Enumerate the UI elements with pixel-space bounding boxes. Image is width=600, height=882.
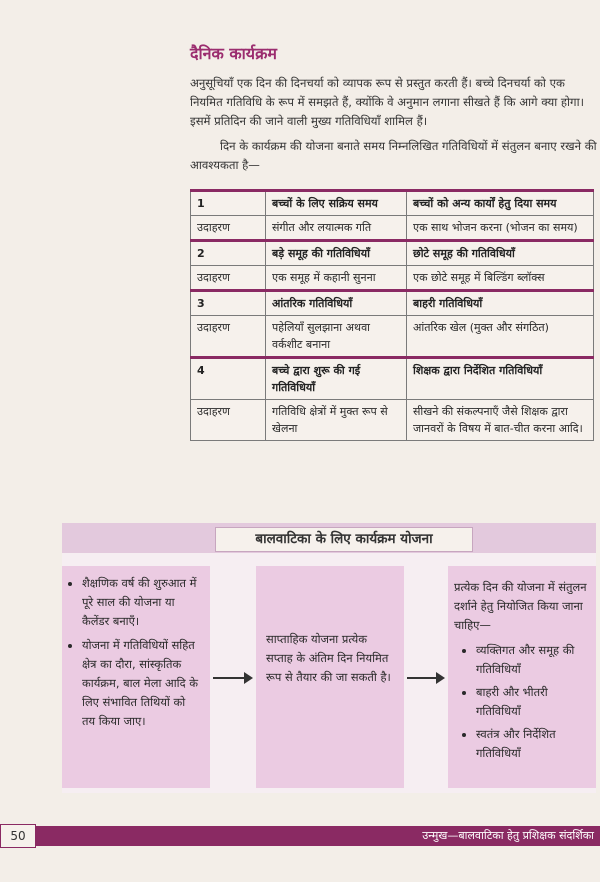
table-row xyxy=(191,316,594,358)
table-cell: सीखने की संकल्पनाएँ जैसे शिक्षक द्वारा जानवरों के विषय में बात-चीत करना आदि। xyxy=(407,400,594,441)
table-cell: आंतरिक खेल (मुक्त और संगठित) xyxy=(407,316,594,358)
table-row xyxy=(191,266,594,291)
right-arrow-icon xyxy=(407,672,445,684)
yearly-plan-box xyxy=(62,566,210,788)
list-item: • योजना में गतिविधियों सहित क्षेत्र का दौरा, सांस्कृतिक कार्यक्रम, बाल मेला आदि के लिए संभावित तिथियों को तय किया जाए। xyxy=(82,636,200,731)
activity-balance-table xyxy=(190,189,594,441)
daily-plan-list xyxy=(454,641,590,763)
table-cell: आंतरिक गतिविधियाँ xyxy=(266,291,407,316)
table-cell: संगीत और लयात्मक गति xyxy=(266,216,407,241)
table-cell: एक समूह में कहानी सुनना xyxy=(266,266,407,291)
daily-plan-intro: प्रत्येक दिन की योजना में संतुलन दर्शाने हेतु नियोजित किया जाना चाहिए— xyxy=(454,580,587,632)
table-row xyxy=(191,241,594,266)
list-item: • बाहरी और भीतरी गतिविधियाँ xyxy=(476,683,590,721)
section-heading: दैनिक कार्यक्रम xyxy=(190,44,277,63)
table-cell: बच्चे द्वारा शुरू की गई गतिविधियाँ xyxy=(266,358,407,400)
table-cell: शिक्षक द्वारा निर्देशित गतिविधियाँ xyxy=(407,358,594,400)
table-row xyxy=(191,191,594,216)
footer-title: उन्मुख—बालवाटिका हेतु प्रशिक्षक संदर्शिका xyxy=(422,829,594,842)
table-cell: बाहरी गतिविधियाँ xyxy=(407,291,594,316)
list-item: • स्वतंत्र और निर्देशित गतिविधियाँ xyxy=(476,725,590,763)
balance-paragraph: दिन के कार्यक्रम की योजना बनाते समय निम्नलिखित गतिविधियों में संतुलन बनाए रखने की आवश्यकता है— xyxy=(190,139,597,172)
table-row xyxy=(191,291,594,316)
list-item: • शैक्षणिक वर्ष की शुरुआत में पूरे साल की योजना या कैलेंडर बनाएँ। xyxy=(82,574,200,631)
table-cell: 2 xyxy=(191,241,266,266)
table-cell: उदाहरण xyxy=(191,216,266,241)
table-cell: 1 xyxy=(191,191,266,216)
list-item: • व्यक्तिगत और समूह की गतिविधियाँ xyxy=(476,641,590,679)
table-cell: 3 xyxy=(191,291,266,316)
table-cell: एक साथ भोजन करना (भोजन का समय) xyxy=(407,216,594,241)
weekly-plan-text: साप्ताहिक योजना प्रत्येक सप्ताह के अंतिम दिन नियमित रूप से तैयार की जा सकती है। xyxy=(266,632,391,684)
table-cell: गतिविधि क्षेत्रों में मुक्त रूप से खेलना xyxy=(266,400,407,441)
table-cell: बच्चों के लिए सक्रिय समय xyxy=(266,191,407,216)
page-number: 50 xyxy=(0,824,36,848)
table-cell: बच्चों को अन्य कार्यों हेतु दिया समय xyxy=(407,191,594,216)
right-arrow-icon xyxy=(213,672,253,684)
table-row xyxy=(191,216,594,241)
table-row xyxy=(191,400,594,441)
table-cell: एक छोटे समूह में बिल्डिंग ब्लॉक्स xyxy=(407,266,594,291)
table-cell: उदाहरण xyxy=(191,316,266,358)
table-cell: उदाहरण xyxy=(191,400,266,441)
yearly-plan-list xyxy=(68,574,200,731)
table-cell: बड़े समूह की गतिविधियाँ xyxy=(266,241,407,266)
table-cell: छोटे समूह की गतिविधियाँ xyxy=(407,241,594,266)
table-row xyxy=(191,358,594,400)
daily-plan-box xyxy=(448,566,596,788)
table-cell: पहेलियाँ सुलझाना अथवा वर्कशीट बनाना xyxy=(266,316,407,358)
planning-title: बालवाटिका के लिए कार्यक्रम योजना xyxy=(215,527,473,552)
weekly-plan-box xyxy=(256,566,404,788)
table-cell: 4 xyxy=(191,358,266,400)
intro-paragraph: अनुसूचियाँ एक दिन की दिनचर्या को व्यापक रूप से प्रस्तुत करती हैं। बच्चे दिनचर्या को एक नियमित गतिविधि के रूप में समझते हैं, क्योंकि वे अनुमान लगाना सीखते हैं कि आगे क्या होगा। इसमें प्रतिदिन की जाने वाली मुख्य गतिविधियाँ शामिल हैं। xyxy=(190,76,584,128)
table-cell: उदाहरण xyxy=(191,266,266,291)
